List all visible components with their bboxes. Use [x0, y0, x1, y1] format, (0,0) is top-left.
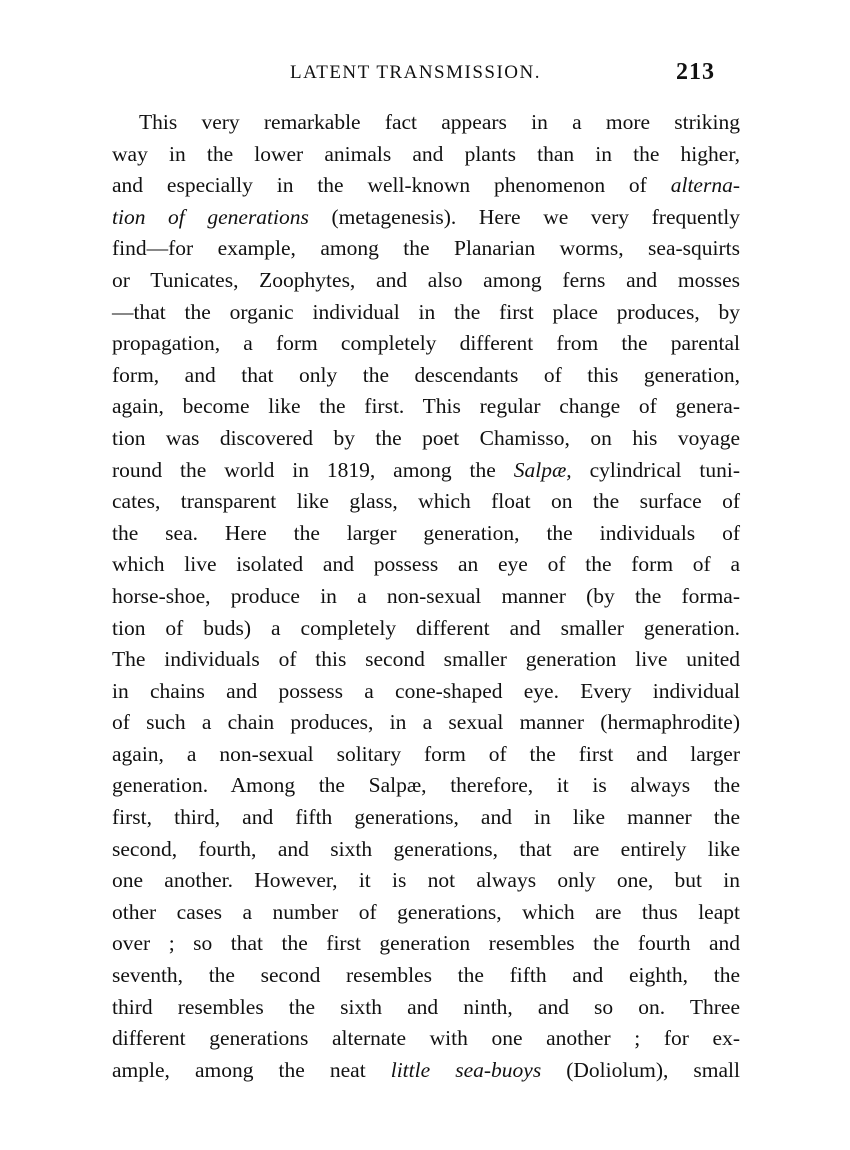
text-run: or Tunicates, Zoophytes, and also among ferns and mosses: [112, 267, 740, 292]
text-run: ample, among the neat: [112, 1057, 391, 1082]
text-run: —that the organic individual in the first place produces, by: [112, 299, 740, 324]
text-line: [112, 486, 740, 518]
italic-text: Salpæ,: [513, 457, 572, 482]
text-run: cylindrical tuni-: [571, 457, 740, 482]
text-line: [112, 518, 740, 550]
text-line: [112, 297, 740, 329]
text-run: tion of buds) a completely different and smaller generation.: [112, 615, 740, 640]
text-line: [112, 1055, 740, 1087]
text-run: propagation, a form completely different from the parental: [112, 331, 740, 356]
text-line: [112, 644, 740, 676]
text-line: [112, 897, 740, 929]
text-line: [112, 707, 740, 739]
text-line: [112, 549, 740, 581]
text-line: [112, 391, 740, 423]
text-line: [112, 170, 740, 202]
text-line: [112, 581, 740, 613]
text-run: way in the lower animals and plants than in the higher,: [112, 141, 740, 166]
text-run: find—for example, among the Planarian worms, sea-squirts: [112, 236, 740, 261]
text-run: round the world in 1819, among the: [112, 457, 514, 482]
text-run: which live isolated and possess an eye of the form of a: [112, 552, 740, 577]
body-text: [112, 107, 740, 1086]
text-run: (Doliolum), small: [541, 1057, 740, 1082]
text-run: in chains and possess a cone-shaped eye. Every individual: [112, 678, 740, 703]
text-line: [112, 992, 740, 1024]
text-line: [112, 676, 740, 708]
text-line: [112, 233, 740, 265]
text-run: second, fourth, and sixth generations, that are entirely like: [112, 836, 740, 861]
text-line: [112, 107, 740, 139]
text-run: cates, transparent like glass, which float on the surface of: [112, 489, 740, 514]
text-run: again, become like the first. This regular change of genera-: [112, 394, 740, 419]
text-run: other cases a number of generations, which are thus leapt: [112, 899, 740, 924]
text-line: [112, 802, 740, 834]
italic-text: little sea-buoys: [390, 1057, 542, 1082]
text-line: [112, 770, 740, 802]
text-run: different generations alternate with one another ; for ex-: [112, 1026, 740, 1051]
text-line: [112, 1023, 740, 1055]
text-line: [112, 834, 740, 866]
running-title: LATENT TRANSMISSION.: [290, 62, 541, 83]
text-run: and especially in the well-known phenomenon of: [112, 173, 671, 198]
text-run: The individuals of this second smaller generation live united: [112, 647, 740, 672]
text-run: generation. Among the Salpæ, therefore, it is always the: [112, 773, 740, 798]
page-number: 213: [676, 59, 715, 85]
text-run: over ; so that the first generation resembles the fourth and: [112, 931, 740, 956]
italic-text: tion of generations: [112, 204, 309, 229]
text-run: one another. However, it is not always only one, but in: [112, 868, 740, 893]
text-run: again, a non-sexual solitary form of the first and larger: [112, 741, 740, 766]
text-run: form, and that only the descendants of this generation,: [112, 362, 740, 387]
text-line: [112, 928, 740, 960]
italic-text: alterna-: [670, 173, 740, 198]
text-line: [112, 739, 740, 771]
text-run: first, third, and fifth generations, and in like manner the: [112, 805, 740, 830]
text-run: (metagenesis). Here we very frequently: [308, 204, 740, 229]
text-run: of such a chain produces, in a sexual manner (hermaphrodite): [112, 710, 740, 735]
text-line: [112, 960, 740, 992]
text-line: [112, 139, 740, 171]
text-line: [112, 202, 740, 234]
text-run: horse-shoe, produce in a non-sexual manner (by the forma-: [112, 583, 740, 608]
text-line: [112, 423, 740, 455]
text-run: This very remarkable fact appears in a more striking: [139, 110, 740, 134]
text-run: seventh, the second resembles the fifth and eighth, the: [112, 963, 740, 988]
text-line: [112, 328, 740, 360]
text-run: third resembles the sixth and ninth, and so on. Three: [112, 994, 740, 1019]
text-run: the sea. Here the larger generation, the individuals of: [112, 520, 740, 545]
text-line: [112, 613, 740, 645]
text-line: [112, 455, 740, 487]
text-line: [112, 265, 740, 297]
running-head: [0, 60, 850, 90]
text-run: tion was discovered by the poet Chamisso, on his voyage: [112, 425, 740, 450]
text-line: [112, 360, 740, 392]
text-line: [112, 865, 740, 897]
